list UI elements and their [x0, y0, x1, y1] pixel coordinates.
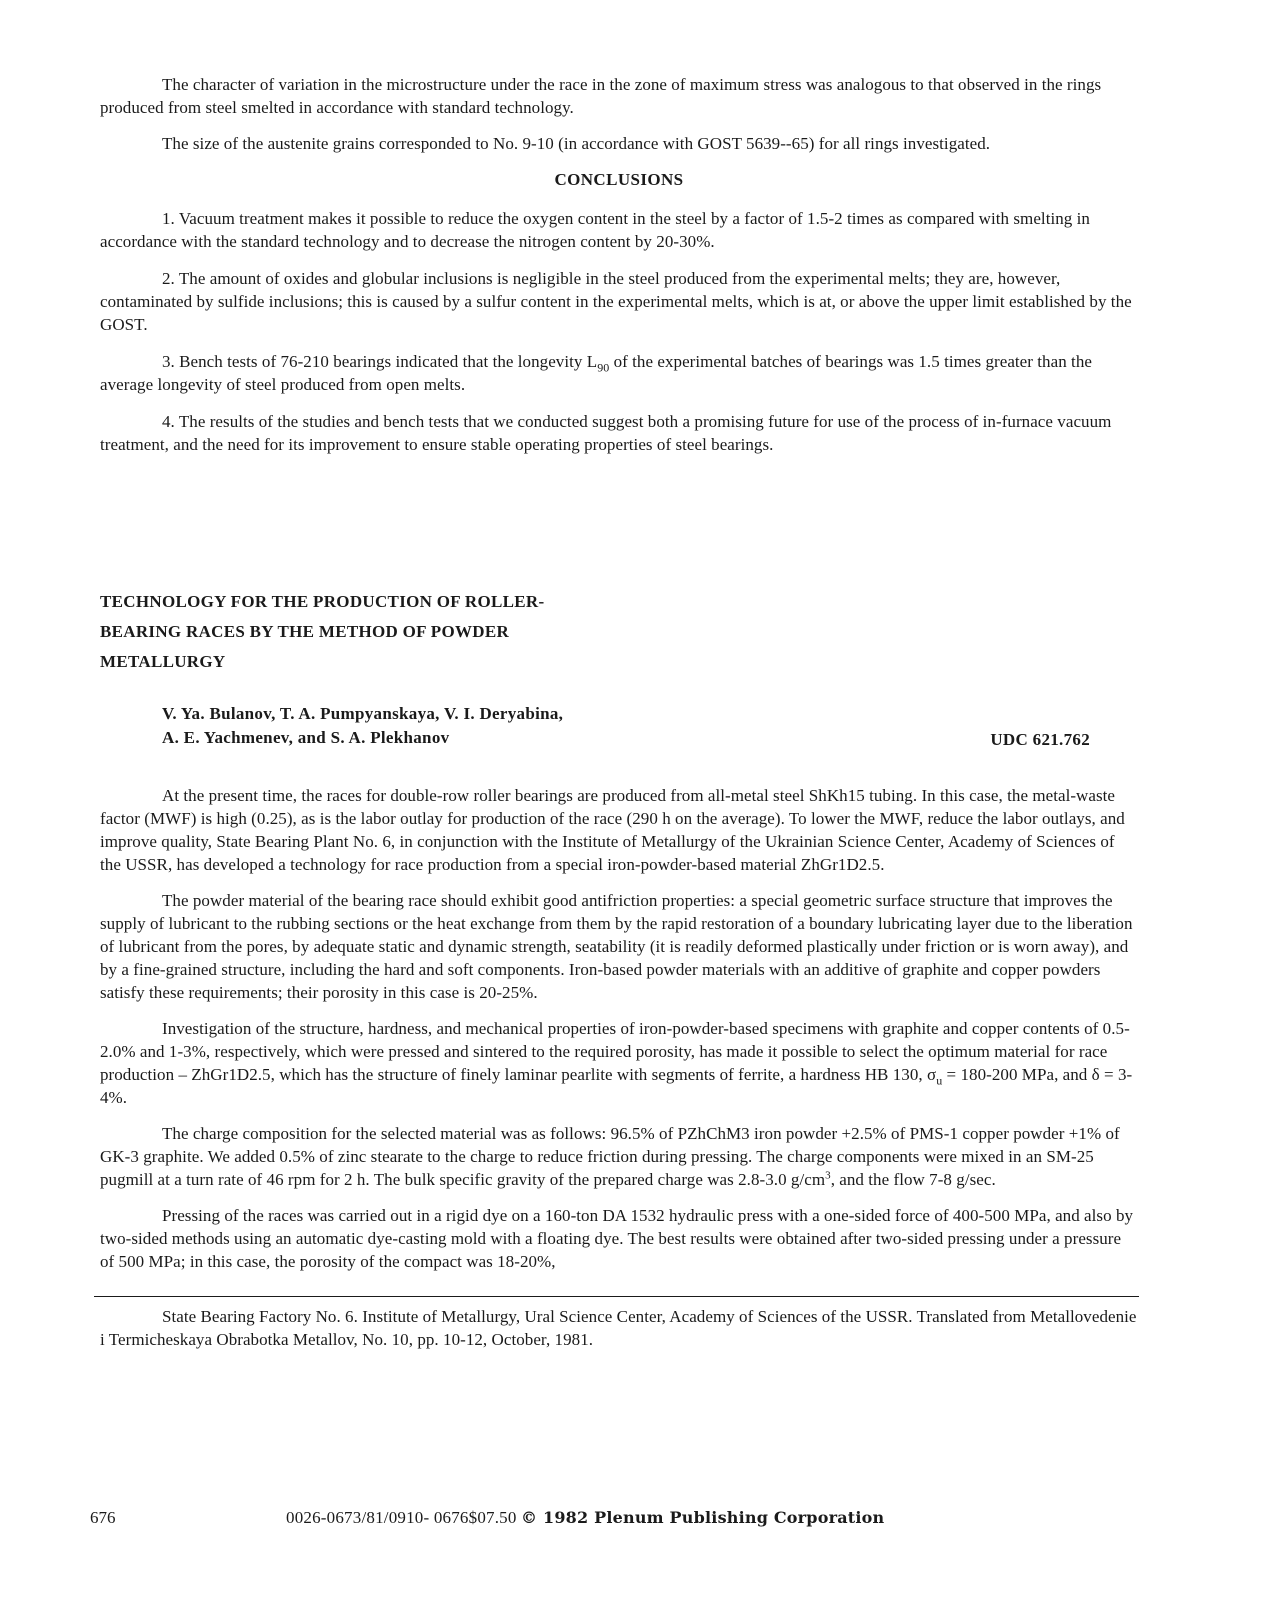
paragraph: The character of variation in the microstructure under the race in the zone of maximum stress was analogous to that observed in the rings produced from steel smelted in accordance with standard technology. [100, 75, 1102, 117]
page-footer [90, 1506, 1190, 1532]
subscript: u [936, 1073, 943, 1088]
article-title [100, 587, 620, 677]
paragraph: The size of the austenite grains corresponded to No. 9-10 (in accordance with GOST 5639--65) for all rings investigated. [162, 134, 991, 153]
title-line: TECHNOLOGY FOR THE PRODUCTION OF ROLLER- [100, 592, 545, 611]
previous-article-tail [100, 73, 1138, 155]
authors-line: V. Ya. Bulanov, T. A. Pumpyanskaya, V. I. Deryabina, [162, 704, 564, 723]
conclusion-item: 4. The results of the studies and bench tests that we conducted suggest both a promising future for use of the process of in-furnace vacuum treatment, and the need for its improvement to ensure stable operating properties of steel bearings. [100, 412, 1112, 454]
paragraph [100, 1017, 1138, 1109]
page-number: 676 [90, 1508, 116, 1527]
udc-code: UDC 621.762 [990, 730, 1090, 749]
article-body [100, 784, 1138, 1273]
text-run: , and the flow 7-8 g/sec. [830, 1170, 996, 1189]
text-run: = 180-200 MPa, and δ = 3-4%. [100, 1065, 1133, 1107]
conclusions-heading: CONCLUSIONS [554, 170, 684, 189]
title-line: BEARING RACES BY THE METHOD OF POWDER [100, 622, 510, 641]
superscript: 3 [825, 1169, 831, 1182]
publication-code: 0026-0673/81/0910- 0676$07.50 [286, 1508, 522, 1527]
conclusion-item [100, 350, 1138, 396]
publisher: © 1982 Plenum Publishing Corporation [521, 1508, 885, 1527]
footnote [100, 1305, 1138, 1351]
subscript: 90 [597, 360, 610, 375]
paragraph [100, 1122, 1138, 1191]
authors-block [100, 702, 1138, 752]
footnote-divider [94, 1296, 1139, 1297]
page-content [100, 73, 1138, 1351]
paragraph: Pressing of the races was carried out in a rigid dye on a 160-ton DA 1532 hydraulic press with a one-sided force of 400-500 MPa, and also by two-sided methods using an automatic dye-casting mold with a floating dye. The best results were obtained after two-sided pressing under a pressure of 500 MPa; in this case, the porosity of the compact was 18-20%, [100, 1206, 1134, 1271]
text-run: 3. Bench tests of 76-210 bearings indicated that the longevity L [162, 352, 598, 371]
title-line: METALLURGY [100, 652, 226, 671]
authors-line: A. E. Yachmenev, and S. A. Plekhanov [162, 728, 450, 747]
text-run: Investigation of the structure, hardness, and mechanical properties of iron-powder-based specimens with graphite and copper contents of 0.5-2.0% and 1-3%, respectively, which were pressed and sintered to the required porosity, has made it possible to select the optimum material for race production – ZhGr1D2.5, which has the structure of finely laminar pearlite with segments of ferrite, a hardness HB 130, σ [100, 1019, 1130, 1084]
footnote-text: State Bearing Factory No. 6. Institute of Metallurgy, Ural Science Center, Academy of Sciences of the USSR. Translated from Metallovedenie i Termicheskaya Obrabotka Metallov, No. 10, pp. 10-12, October, 1981. [100, 1307, 1137, 1349]
section-gap [100, 470, 1138, 587]
paragraph: At the present time, the races for double-row roller bearings are produced from all-metal steel ShKh15 tubing. In this case, the metal-waste factor (MWF) is high (0.25), as is the labor outlay for production of the race (290 h on the average). To lower the MWF, reduce the labor outlays, and improve quality, State Bearing Plant No. 6, in conjunction with the Institute of Metallurgy of the Ukrainian Science Center, Academy of Sciences of the USSR, has developed a technology for race production from a special iron-powder-based material ZhGr1D2.5. [100, 786, 1125, 874]
copyright-line [286, 1506, 884, 1529]
conclusion-item: 1. Vacuum treatment makes it possible to reduce the oxygen content in the steel by a factor of 1.5-2 times as compared with smelting in accordance with the standard technology and to decrease the nitrogen content by 20-30%. [100, 209, 1090, 251]
conclusion-item: 2. The amount of oxides and globular inclusions is negligible in the steel produced from the experimental melts; they are, however, contaminated by sulfide inclusions; this is caused by a sulfur content in the experimental melts, which is at, or above the upper limit established by the GOST. [100, 269, 1132, 334]
paragraph: The powder material of the bearing race should exhibit good antifriction properties: a special geometric surface structure that improves the supply of lubricant to the rubbing sections or the heat exchange from them by the rapid restoration of a boundary lubricating layer due to the liberation of lubricant from the pores, by adequate static and dynamic strength, seatability (it is readily deformed plastically under friction or is worn away), and by a fine-grained structure, including the hard and soft components. Iron-based powder materials with an additive of graphite and copper powders satisfy these requirements; their porosity in this case is 20-25%. [100, 891, 1133, 1002]
text-run: The charge composition for the selected material was as follows: 96.5% of PZhChM3 iron powder +2.5% of PMS-1 copper powder +1% of GK-3 graphite. We added 0.5% of zinc stearate to the charge to reduce friction during pressing. The charge components were mixed in an SM-25 pugmill at a turn rate of 46 rpm for 2 h. The bulk specific gravity of the prepared charge was 2.8-3.0 g/cm [100, 1124, 1120, 1189]
conclusions-list [100, 207, 1138, 456]
text-run: of the experimental batches of bearings was 1.5 times greater than the average longevity of steel produced from open melts. [100, 352, 1092, 394]
